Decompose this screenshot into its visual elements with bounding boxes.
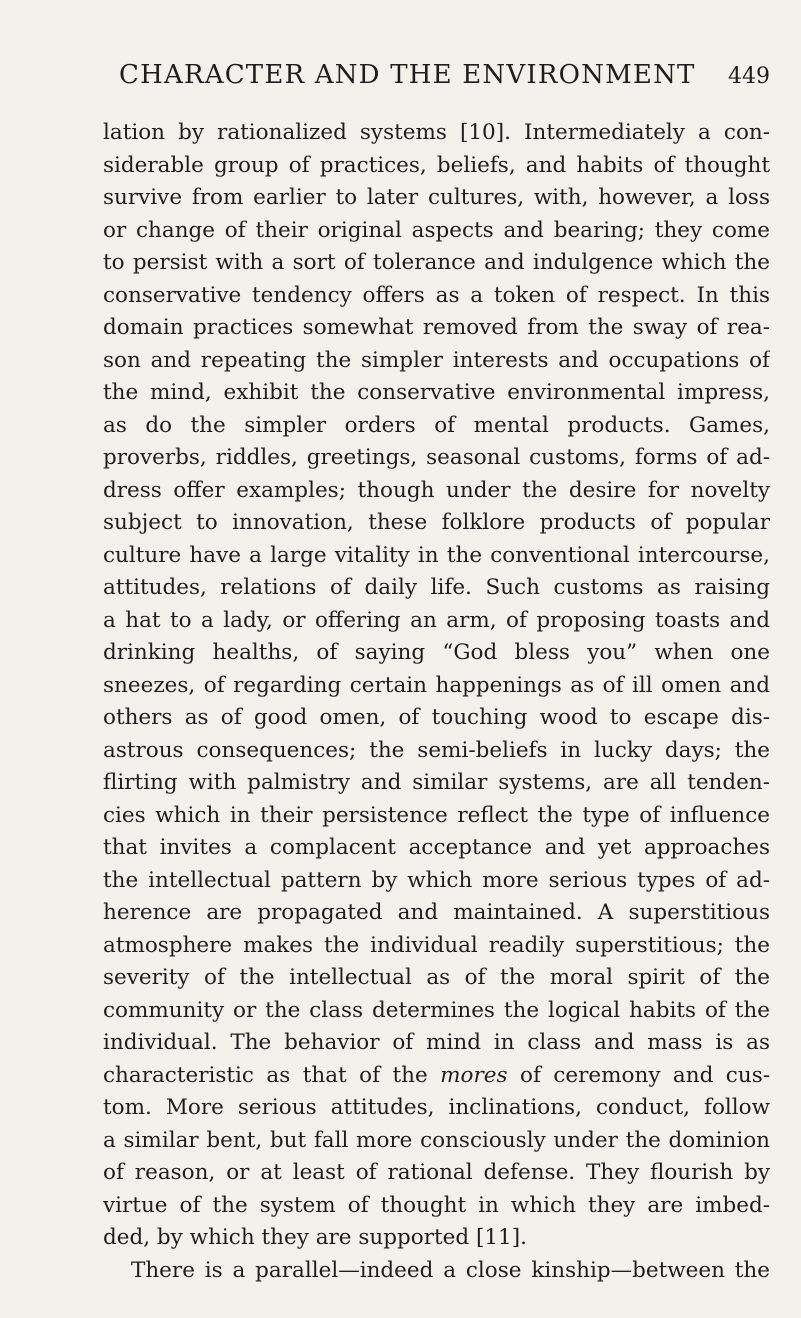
text-line: herence are propagated and maintained. A superstitious (103, 900, 770, 925)
text-line: of reason, or at least of rational defense. They flourish by (103, 1160, 770, 1185)
text-line: flirting with palmistry and similar systems, are all tenden- (103, 770, 770, 795)
text-line: a hat to a lady, or offering an arm, of proposing toasts and (103, 607, 770, 633)
text-line: attitudes, relations of daily life. Such customs as raising (103, 575, 770, 600)
text-line: community or the class determines the logical habits of the (103, 997, 770, 1023)
text-run: of ceremony and cus- (507, 1062, 770, 1088)
page-number: 449 (728, 64, 770, 89)
text-line-with-italic (103, 1060, 770, 1093)
text-line: that invites a complacent acceptance and yet approaches (103, 835, 770, 860)
text-line: to persist with a sort of tolerance and indulgence which the (103, 250, 770, 275)
italic-term: mores (440, 1062, 508, 1088)
text-line: survive from earlier to later cultures, with, however, a loss (103, 185, 770, 210)
text-line: severity of the intellectual as of the moral spirit of the (103, 965, 770, 990)
text-line: virtue of the system of thought in which they are imbed- (103, 1192, 770, 1218)
text-line: dress offer examples; though under the desire for novelty (103, 477, 770, 503)
text-line: son and repeating the simpler interests and occupations of (103, 347, 770, 373)
text-line: proverbs, riddles, greetings, seasonal customs, forms of ad- (103, 445, 770, 470)
running-head (103, 60, 770, 100)
text-line: individual. The behavior of mind in class and mass is as (103, 1030, 770, 1055)
text-line: or change of their original aspects and bearing; they come (103, 217, 770, 243)
paragraph-end-line: ded, by which they are supported [11]. (103, 1225, 527, 1250)
text-line: sneezes, of regarding certain happenings as of ill omen and (103, 672, 770, 698)
text-line: tom. More serious attitudes, inclinations, conduct, follow (103, 1095, 770, 1120)
text-line: atmosphere makes the individual readily superstitious; the (103, 932, 770, 958)
text-line: cies which in their persistence reflect the type of influence (103, 802, 770, 828)
text-line: lation by rationalized systems [10]. Intermediately a con- (103, 120, 770, 145)
text-line: the intellectual pattern by which more serious types of ad- (103, 867, 770, 893)
text-line: the mind, exhibit the conservative environmental impress, (103, 380, 770, 405)
text-line: siderable group of practices, beliefs, and habits of thought (103, 152, 770, 178)
text-line: others as of good omen, of touching wood to escape dis- (103, 705, 770, 730)
text-line: conservative tendency offers as a token of respect. In this (103, 282, 770, 308)
text-line: drinking healths, of saying “God bless you” when one (103, 640, 770, 665)
text-line: a similar bent, but fall more consciously under the dominion (103, 1127, 770, 1153)
running-title: CHARACTER AND THE ENVIRONMENT (119, 60, 696, 90)
paragraph-start-line: There is a parallel—indeed a close kinship—between the (131, 1257, 770, 1283)
text-line: as do the simpler orders of mental products. Games, (103, 412, 770, 438)
text-run: characteristic as that of the (103, 1062, 441, 1088)
body-text (103, 117, 770, 1287)
text-line: culture have a large vitality in the conventional intercourse, (103, 542, 770, 568)
text-line: subject to innovation, these folklore products of popular (103, 510, 770, 535)
text-line: astrous consequences; the semi-beliefs in lucky days; the (103, 737, 770, 763)
text-line: domain practices somewhat removed from the sway of rea- (103, 315, 770, 340)
